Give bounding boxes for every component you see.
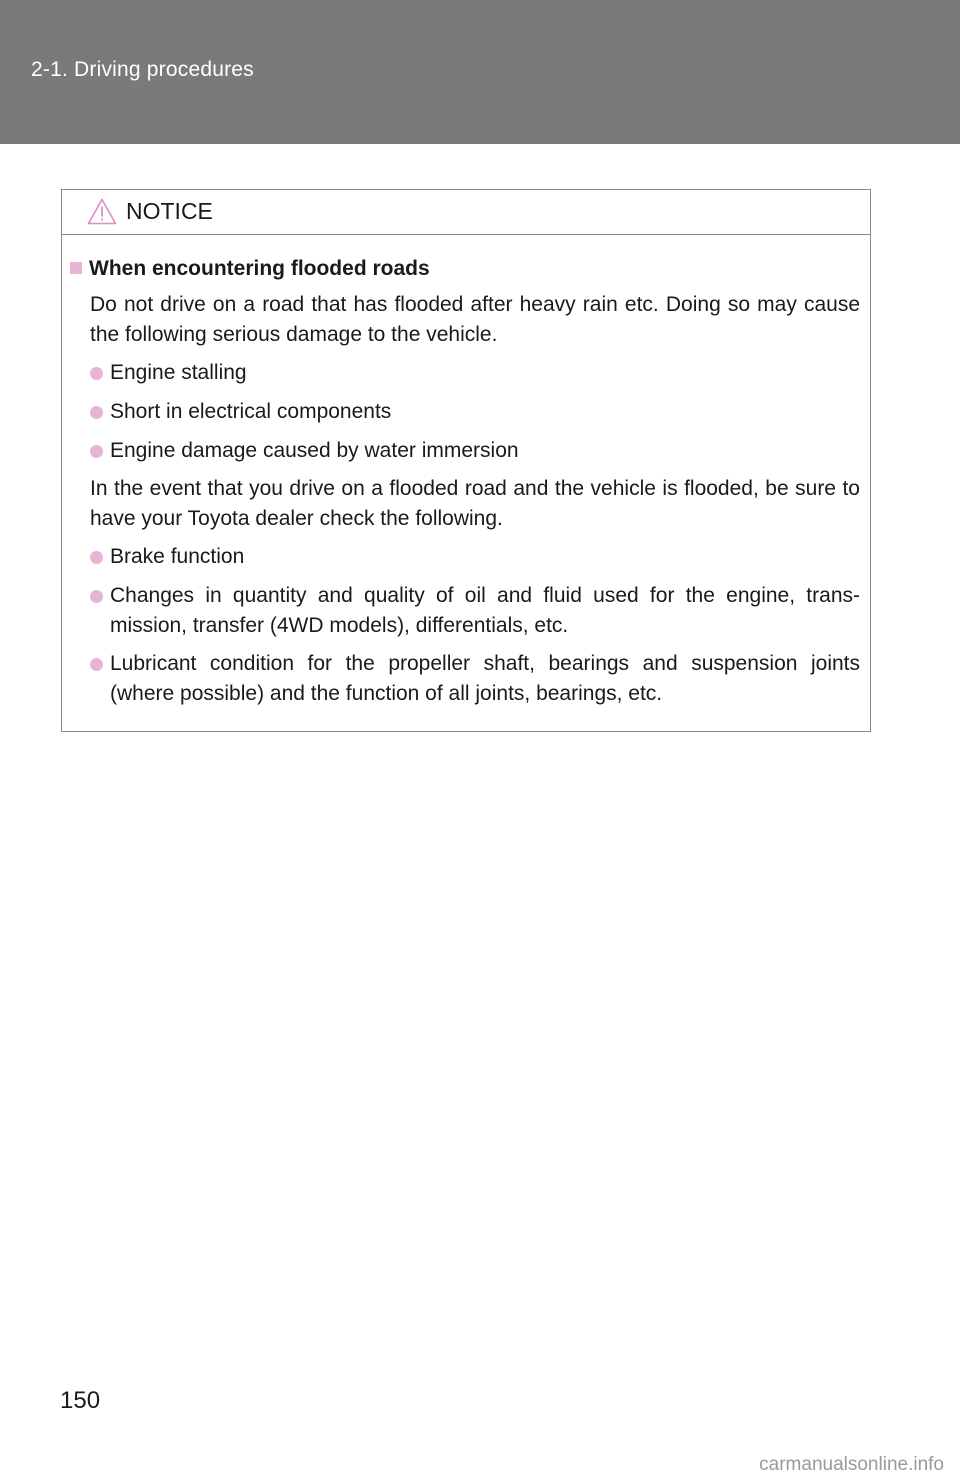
bullet-dot-icon: [90, 658, 103, 671]
list-item: Brake function: [90, 542, 860, 572]
watermark: carmanualsonline.info: [759, 1454, 944, 1475]
list-item: Changes in quantity and quality of oil and fluid used for the engine, trans-mission, transfer (4WD models), differentials, etc.: [90, 581, 860, 641]
notice-body: [62, 235, 870, 731]
warning-triangle-icon: [87, 198, 117, 225]
list-item: Lubricant condition for the propeller shaft, bearings and suspension joints (where possible) and the function of all joints, bearings, etc.: [90, 649, 860, 709]
notice-header: [62, 190, 870, 235]
notice-box: [61, 189, 871, 732]
list-item: Short in electrical components: [90, 397, 860, 427]
bullet-dot-icon: [90, 551, 103, 564]
bullet-dot-icon: [90, 367, 103, 380]
square-bullet-icon: [70, 262, 82, 274]
bullet-dot-icon: [90, 406, 103, 419]
notice-label: NOTICE: [126, 198, 213, 224]
page-number: 150: [60, 1387, 101, 1414]
notice-heading: [70, 254, 430, 284]
bullet-dot-icon: [90, 445, 103, 458]
bullet-dot-icon: [90, 590, 103, 603]
followup-paragraph: In the event that you drive on a flooded road and the vehicle is flooded, be sure to have your Toyota dealer check the following.: [90, 477, 860, 530]
notice-heading-text: When encountering flooded roads: [89, 257, 430, 280]
intro-paragraph: Do not drive on a road that has flooded after heavy rain etc. Doing so may cause the following serious damage to the vehicle.: [90, 293, 860, 346]
header-band: [0, 0, 960, 144]
section-title: 2-1. Driving procedures: [31, 58, 254, 81]
list-item: Engine damage caused by water immersion: [90, 436, 860, 466]
list-item: Engine stalling: [90, 358, 860, 388]
